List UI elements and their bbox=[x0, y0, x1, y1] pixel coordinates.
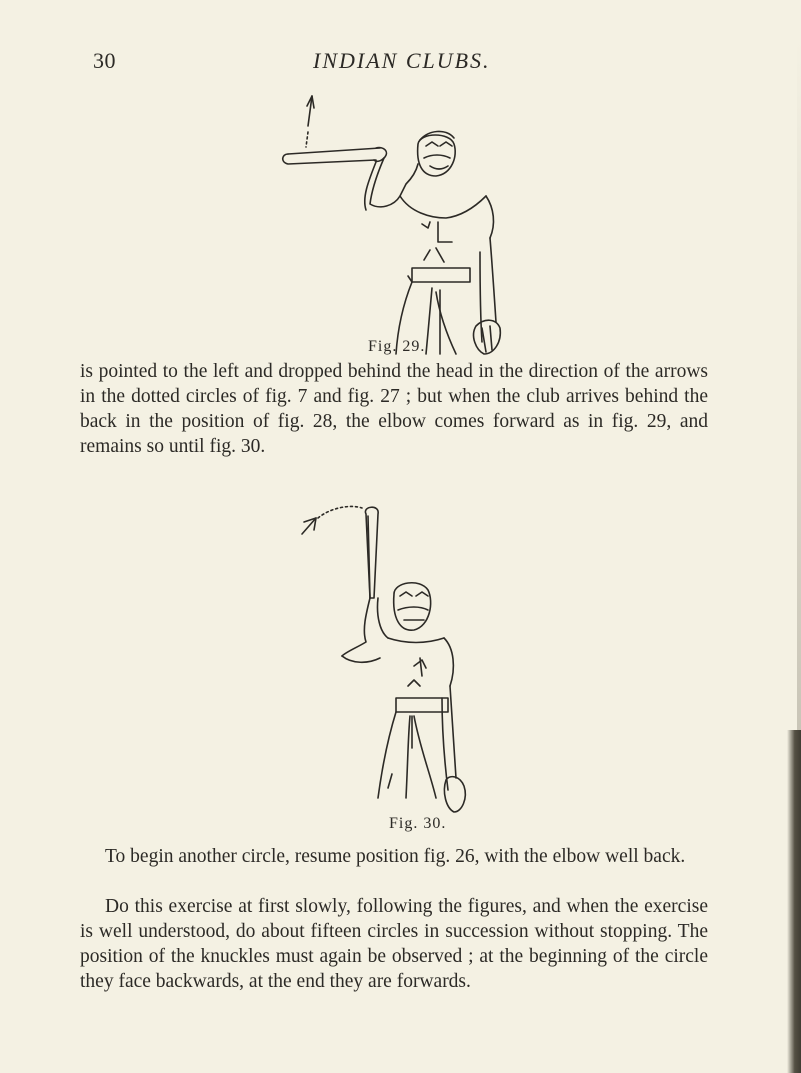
page-edge-shadow bbox=[797, 40, 801, 730]
page-edge-binding bbox=[787, 730, 801, 1073]
page-number: 30 bbox=[93, 48, 116, 73]
paragraph-3: Do this exercise at first slowly, following the figures, and when the exercise is well understood, do about fifteen circles in succession without stopping. The position of the knuckles must again be observed ; at the beginning of the circle they face backwards, at the end they are forwards. bbox=[80, 896, 708, 992]
page-header bbox=[0, 48, 801, 80]
paragraph-1: is pointed to the left and dropped behind the head in the direction of the arrows in the dotted circles of fig. 7 and fig. 27 ; but when the club arrives behind the back in the position of fig. 28, the elbow comes forward as in fig. 29, and remains so until fig. 30. bbox=[80, 361, 708, 457]
figure-29-illustration bbox=[280, 92, 520, 360]
club-exercise-figure-icon bbox=[296, 498, 496, 818]
figure-30-illustration bbox=[296, 498, 496, 818]
running-head: INDIAN CLUBS. bbox=[313, 48, 491, 73]
paragraph-2: To begin another circle, resume position fig. 26, with the elbow well back. bbox=[105, 846, 686, 867]
figure-29-caption: Fig. 29. bbox=[368, 338, 426, 355]
club-exercise-figure-icon bbox=[280, 92, 520, 360]
figure-30-caption: Fig. 30. bbox=[389, 815, 447, 832]
